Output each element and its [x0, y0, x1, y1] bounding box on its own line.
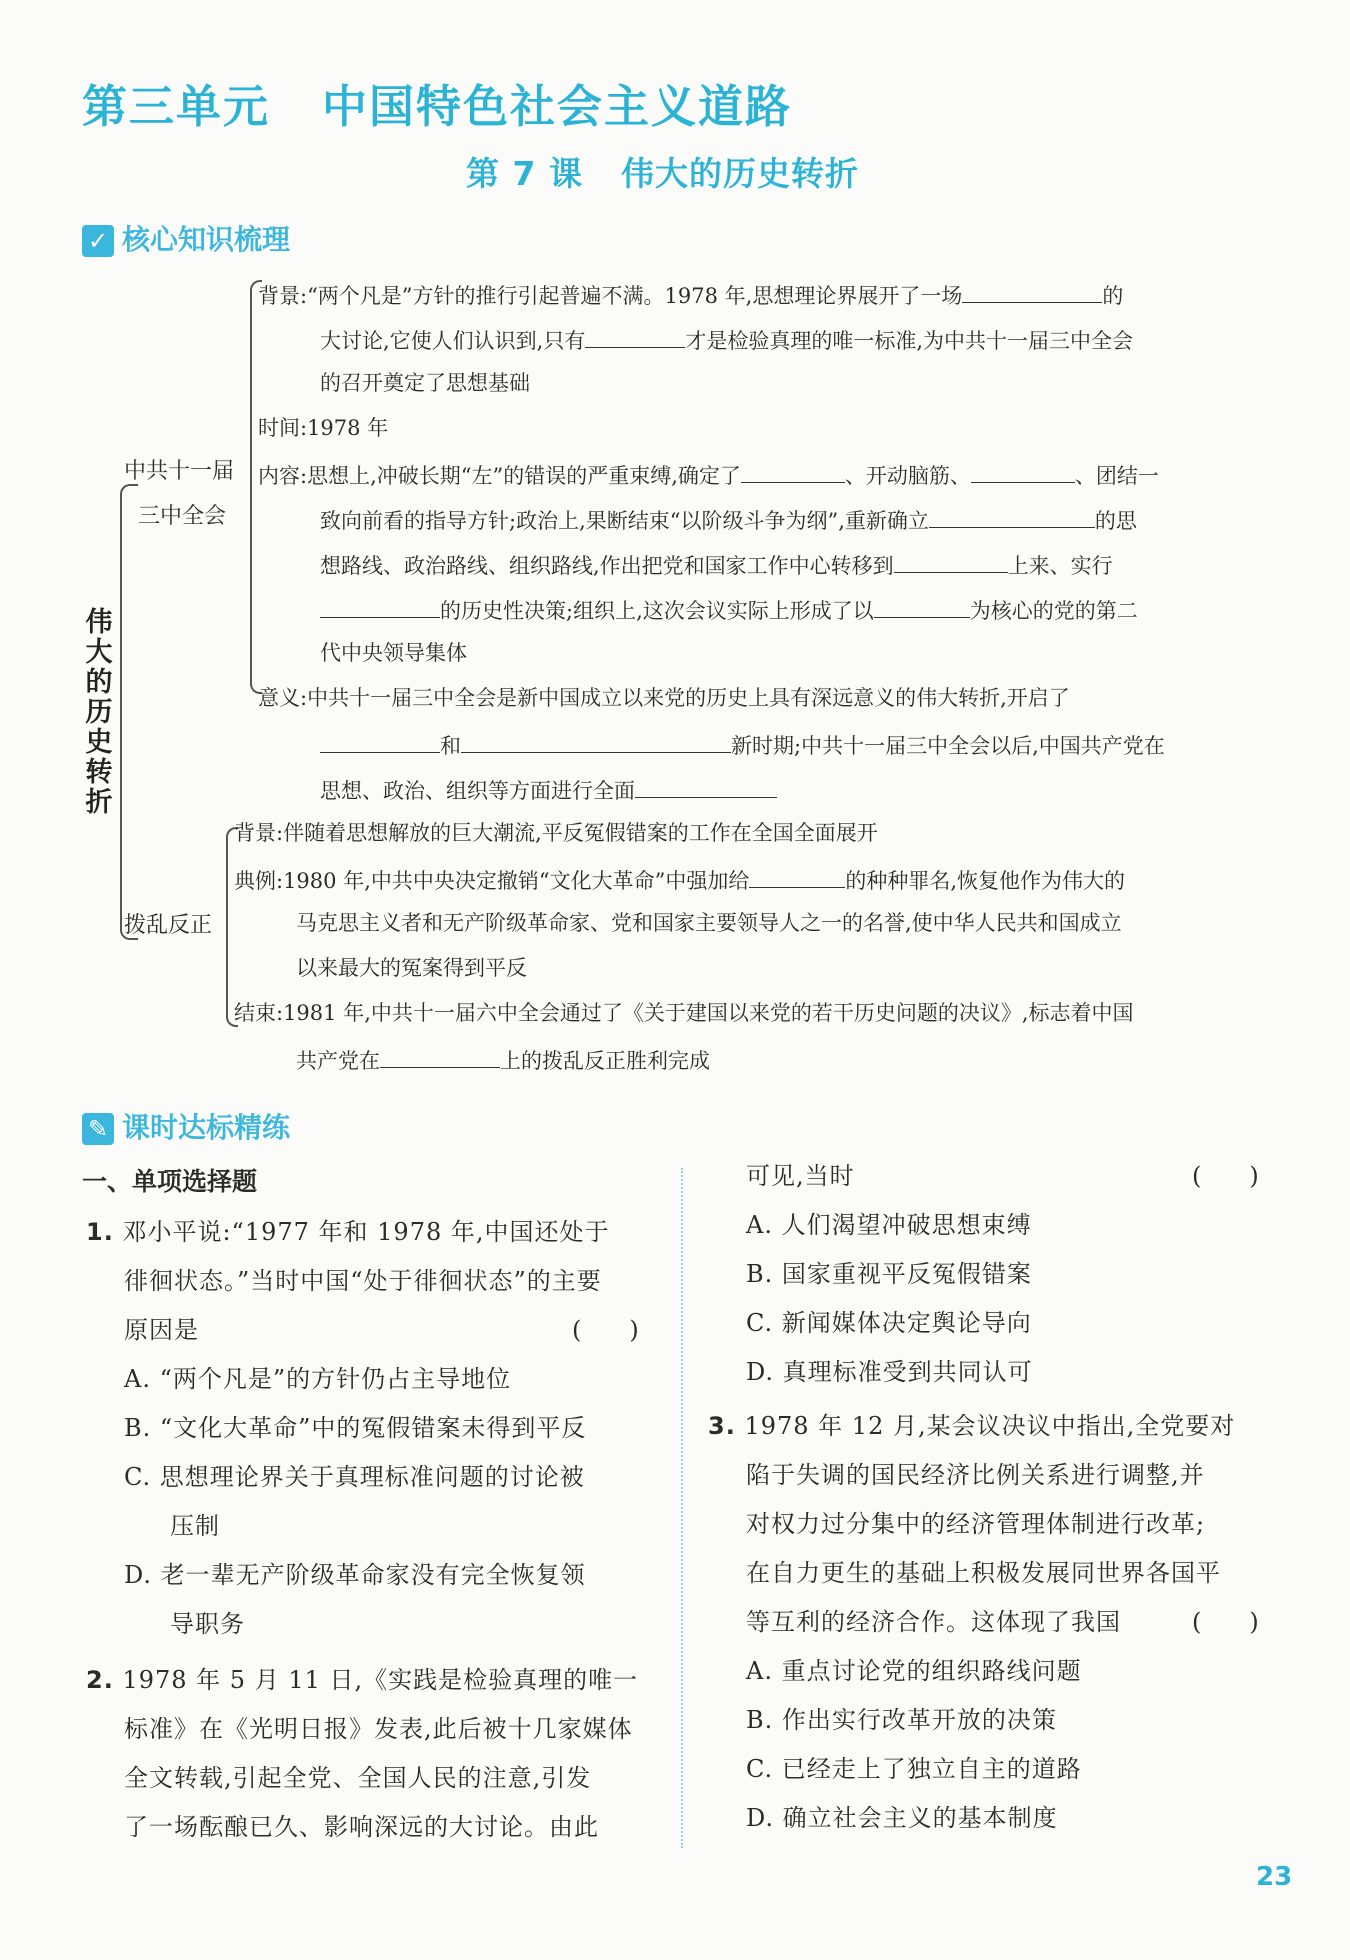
- q3-line1: 3. 1978 年 12 月,某会议决议中指出,全党要对: [708, 1412, 1236, 1440]
- content-line5: 代中央领导集体: [320, 641, 467, 665]
- fill-blank[interactable]: [929, 503, 1095, 528]
- q3-answer-paren[interactable]: ( ): [1192, 1608, 1259, 1636]
- q1-option-d-cont: 导职务: [170, 1610, 245, 1638]
- fill-blank[interactable]: [635, 773, 777, 798]
- fill-blank[interactable]: [749, 863, 845, 888]
- fill-blank[interactable]: [320, 593, 440, 618]
- lesson-name: 伟大的历史转折: [620, 154, 859, 193]
- bg1-line1: 背景:“两个凡是”方针的推行引起普遍不满。1978 年,思想理论界展开了一场 的: [258, 278, 1123, 311]
- meaning-line1: 意义:中共十一届三中全会是新中国成立以来党的历史上具有深远意义的伟大转折,开启了: [258, 686, 1070, 710]
- unit-name: 中国特色社会主义道路: [322, 80, 793, 133]
- fill-blank[interactable]: [380, 1043, 500, 1068]
- end-line2: 共产党在 上的拨乱反正胜利完成: [296, 1043, 710, 1076]
- group1-label-line1: 中共十一届: [124, 459, 235, 484]
- q1-line1: 1. 邓小平说:“1977 年和 1978 年,中国还处于: [86, 1218, 610, 1246]
- q3-option-d[interactable]: D. 确立社会主义的基本制度: [746, 1804, 1058, 1832]
- unit-title: [82, 70, 792, 135]
- example-line2: 马克思主义者和无产阶级革命家、党和国家主要领导人之一的名誉,使中华人民共和国成立: [296, 911, 1122, 935]
- time-line: 时间:1978 年: [258, 416, 389, 440]
- q2-line1: 2. 1978 年 5 月 11 日,《实践是检验真理的唯一: [86, 1666, 639, 1694]
- q1-option-c[interactable]: C. 思想理论界关于真理标准问题的讨论被: [124, 1463, 585, 1491]
- fill-blank[interactable]: [971, 458, 1075, 483]
- content-line2: 致向前看的指导方针;政治上,果断结束“以阶级斗争为纲”,重新确立 的思: [320, 503, 1137, 536]
- q1-option-a[interactable]: A. “两个凡是”的方针仍占主导地位: [124, 1365, 512, 1393]
- group2-brace: [226, 827, 238, 1027]
- main-brace: [120, 484, 138, 940]
- q2-option-b[interactable]: B. 国家重视平反冤假错案: [746, 1260, 1032, 1288]
- section-title: 核心知识梳理: [122, 223, 291, 256]
- q3-line4: 在自力更生的基础上积极发展同世界各国平: [746, 1559, 1221, 1587]
- q2-option-d[interactable]: D. 真理标准受到共同认可: [746, 1358, 1033, 1386]
- pencil-icon: ✎: [82, 1113, 114, 1145]
- section-heading-practice: [82, 1106, 290, 1146]
- bg2-line: 背景:伴随着思想解放的巨大潮流,平反冤假错案的工作在全国全面展开: [234, 821, 878, 845]
- content-line1: 内容:思想上,冲破长期“左”的错误的严重束缚,确定了 、开动脑筋、 、团结一: [258, 458, 1159, 491]
- lesson-label: 第 7 课: [466, 154, 583, 193]
- content-line3: 想路线、政治路线、组织路线,作出把党和国家工作中心转移到 上来、实行: [320, 548, 1113, 581]
- q2-answer-paren[interactable]: ( ): [1192, 1162, 1259, 1190]
- end-line1: 结束:1981 年,中共十一届六中全会通过了《关于建国以来党的若干历史问题的决议》,标志着中国: [234, 1001, 1134, 1025]
- outline-main-title: 伟大的历史转折: [85, 607, 113, 818]
- example-line1: 典例:1980 年,中共中央决定撤销“文化大革命”中强加给 的种种罪名,恢复他作为伟大的: [234, 863, 1125, 896]
- unit-label: 第三单元: [82, 80, 271, 133]
- checkbox-icon: ✓: [82, 225, 114, 257]
- q3-line5: 等互利的经济合作。这体现了我国: [746, 1608, 1121, 1636]
- q1-line3: 原因是: [124, 1316, 199, 1344]
- q3-line2: 陷于失调的国民经济比例关系进行调整,并: [746, 1461, 1205, 1489]
- q2-option-a[interactable]: A. 人们渴望冲破思想束缚: [746, 1211, 1032, 1239]
- q2-line2: 标准》在《光明日报》发表,此后被十几家媒体: [124, 1715, 633, 1743]
- lesson-title: [466, 148, 859, 195]
- column-divider: [681, 1168, 683, 1848]
- fill-blank[interactable]: [962, 278, 1102, 303]
- fill-blank[interactable]: [461, 728, 731, 753]
- section-heading-knowledge: [82, 218, 290, 258]
- q1-option-d[interactable]: D. 老一辈无产阶级革命家没有完全恢复领: [124, 1561, 586, 1589]
- group1-label-line2: 三中全会: [138, 504, 227, 529]
- q3-line3: 对权力过分集中的经济管理体制进行改革;: [746, 1510, 1206, 1538]
- meaning-line2: 和 新时期;中共十一届三中全会以后,中国共产党在: [320, 728, 1165, 761]
- bg1-line3: 的召开奠定了思想基础: [320, 371, 530, 395]
- meaning-line3: 思想、政治、组织等方面进行全面: [320, 773, 777, 806]
- q2-line4: 了一场酝酿已久、影响深远的大讨论。由此: [124, 1813, 599, 1841]
- q1-answer-paren[interactable]: ( ): [572, 1316, 639, 1344]
- fill-blank[interactable]: [741, 458, 845, 483]
- q3-option-c[interactable]: C. 已经走上了独立自主的道路: [746, 1755, 1082, 1783]
- section-title: 课时达标精练: [122, 1111, 291, 1144]
- q1-line2: 徘徊状态。”当时中国“处于徘徊状态”的主要: [124, 1267, 602, 1295]
- q3-option-a[interactable]: A. 重点讨论党的组织路线问题: [746, 1657, 1082, 1685]
- q2-line5: 可见,当时: [746, 1162, 855, 1190]
- q2-option-c[interactable]: C. 新闻媒体决定舆论导向: [746, 1309, 1032, 1337]
- fill-blank[interactable]: [874, 593, 970, 618]
- bg1-line2: 大讨论,它使人们认识到,只有 才是检验真理的唯一标准,为中共十一届三中全会: [320, 323, 1133, 356]
- page-number: 23: [1256, 1862, 1293, 1892]
- q3-option-b[interactable]: B. 作出实行改革开放的决策: [746, 1706, 1057, 1734]
- fill-blank[interactable]: [894, 548, 1008, 573]
- example-line3: 以来最大的冤案得到平反: [296, 956, 527, 980]
- q2-line3: 全文转载,引起全党、全国人民的注意,引发: [124, 1764, 592, 1792]
- fill-blank[interactable]: [320, 728, 440, 753]
- fill-blank[interactable]: [585, 323, 685, 348]
- content-line4: 的历史性决策;组织上,这次会议实际上形成了以 为核心的党的第二: [320, 593, 1138, 626]
- q1-option-b[interactable]: B. “文化大革命”中的冤假错案未得到平反: [124, 1414, 587, 1442]
- q1-option-c-cont: 压制: [170, 1512, 220, 1540]
- group2-label: 拨乱反正: [124, 913, 213, 938]
- part-title: 一、单项选择题: [82, 1167, 258, 1196]
